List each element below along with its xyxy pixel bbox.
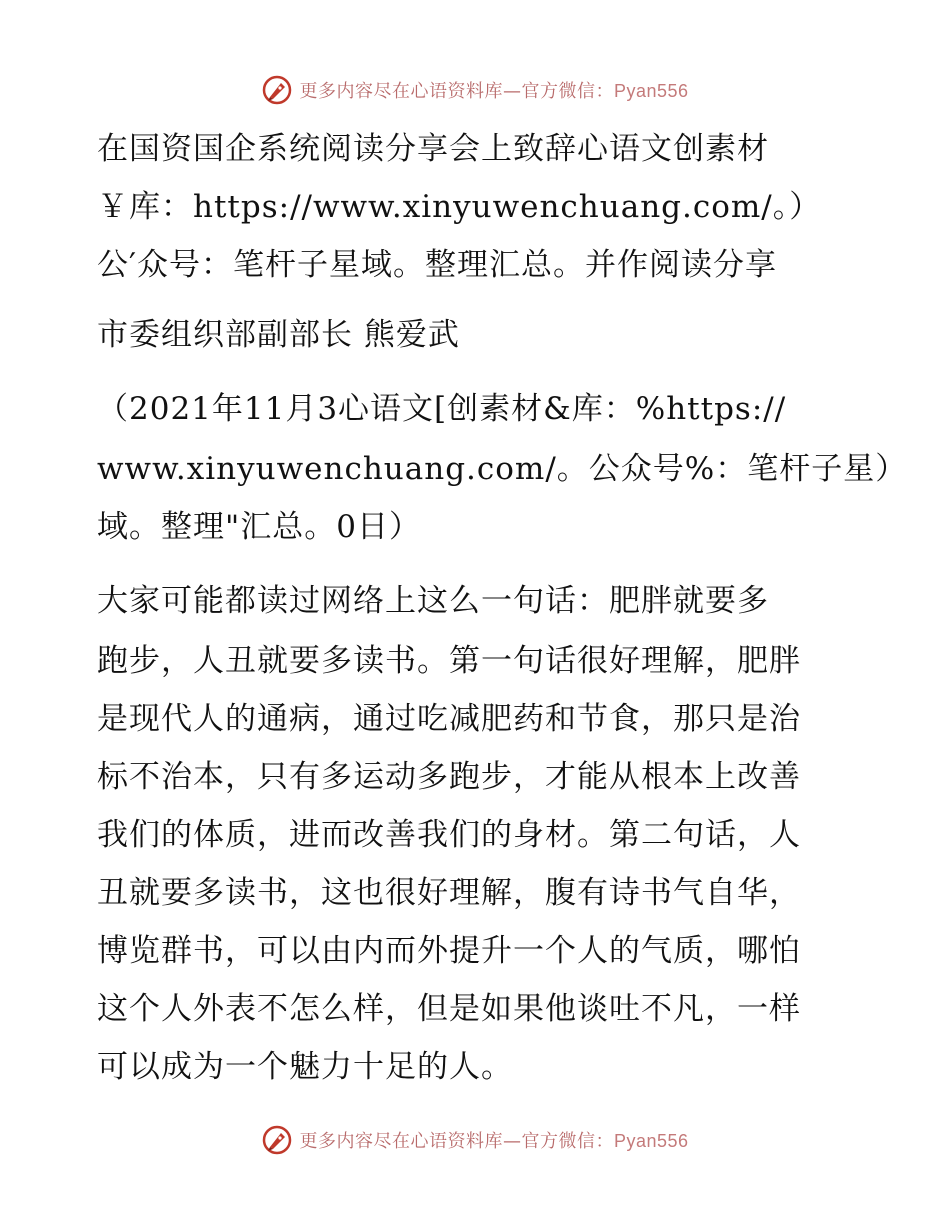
footer-banner — [0, 1120, 950, 1160]
footer-banner-content — [261, 1124, 688, 1156]
header-banner-label: 更多内容尽在心语资料库—官方微信： — [299, 81, 614, 102]
date-line: 域。整理"汇总。0日） — [97, 509, 421, 545]
body-line: 是现代人的通病，通过吃减肥药和节食，那只是治 — [97, 701, 801, 737]
body-line: 丑就要多读书，这也很好理解，腹有诗书气自华， — [97, 875, 801, 911]
body-line: 这个人外表不怎么样，但是如果他谈吐不凡，一样 — [97, 991, 801, 1027]
date-line: （2021年11月3心语文[创素材&库：%https:// — [97, 391, 787, 427]
title-line: 在国资国企系统阅读分享会上致辞心语文创素材 — [97, 131, 769, 167]
body-line: 标不治本，只有多运动多跑步，才能从根本上改善 — [97, 759, 801, 795]
body-line: 跑步，人丑就要多读书。第一句话很好理解，肥胖 — [97, 643, 801, 679]
pen-nib-logo-icon — [261, 74, 293, 106]
footer-banner-text — [299, 1127, 688, 1153]
author-line: 市委组织部副部长 熊爱武 — [97, 317, 460, 353]
body-line: 我们的体质，进而改善我们的身材。第二句话，人 — [97, 817, 801, 853]
date-line: www.xinyuwenchuang.com/。公众号%：笔杆子星） — [97, 451, 908, 487]
title-line: ￥库：https://www.xinyuwenchuang.com/。） — [97, 189, 822, 225]
body-line: 可以成为一个魅力十足的人。 — [97, 1049, 513, 1085]
document-content — [97, 120, 908, 1096]
header-banner-text — [299, 77, 688, 103]
header-wechat-id: Pyan556 — [613, 81, 689, 101]
title-line: 公′众号：笔杆子星域。整理汇总。并作阅读分享 — [97, 247, 778, 283]
pen-nib-logo-icon — [261, 1124, 293, 1156]
footer-banner-label: 更多内容尽在心语资料库—官方微信： — [299, 1131, 614, 1152]
header-banner — [0, 70, 950, 110]
body-line: 博览群书，可以由内而外提升一个人的气质，哪怕 — [97, 933, 801, 969]
footer-wechat-id: Pyan556 — [613, 1131, 689, 1151]
body-line: 大家可能都读过网络上这么一句话：肥胖就要多 — [97, 583, 769, 619]
header-banner-content — [261, 74, 688, 106]
